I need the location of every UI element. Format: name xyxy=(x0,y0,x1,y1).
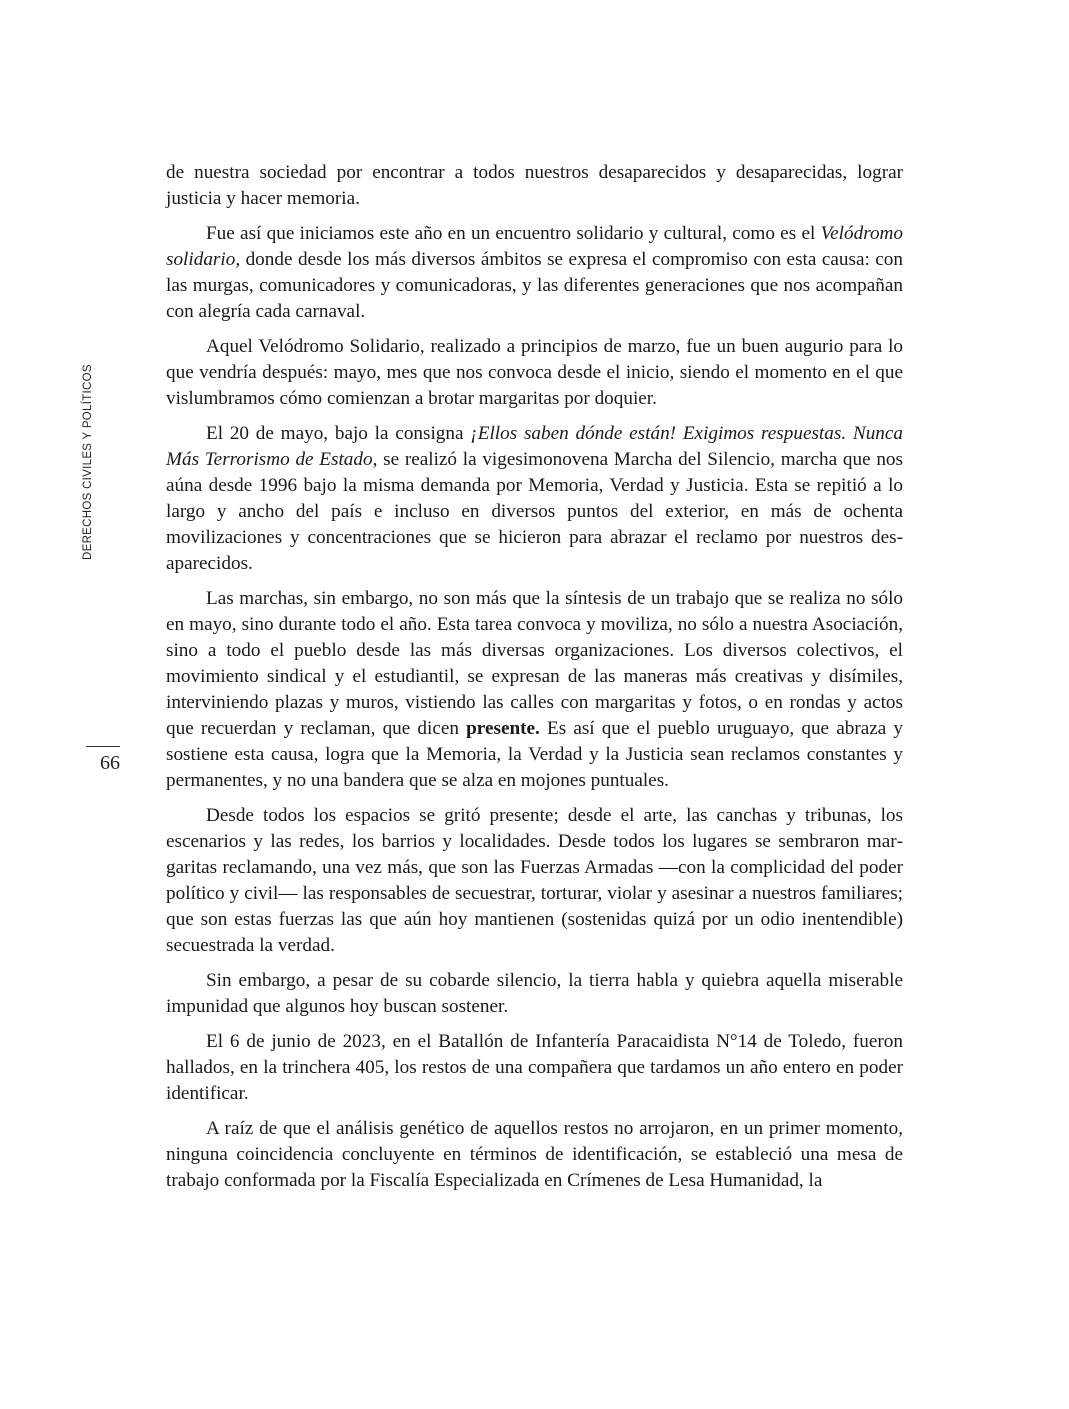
paragraph xyxy=(166,586,903,794)
running-section-title: DERECHOS CIVILES Y POLÍTICOS xyxy=(82,364,94,560)
text-run: Las marchas, sin embargo, no son más que la síntesis de un trabajo que se realiza no sólo en mayo, sino durante todo el año. Esta tarea convoca y moviliza, no sólo a nuestra Asociación, sino a todo el pueblo desde las más diversas organizaciones. Los diversos colectivos, el movimiento sindical y el estudiantil, se expresan de las maneras más creativas y disímiles, interviniendo plazas y muros, vistiendo las calles con margaritas y fotos, o en rondas y actos que recuerdan y reclaman, que dicen xyxy=(166,588,903,739)
paragraph xyxy=(166,968,903,1020)
paragraph xyxy=(166,1029,903,1107)
text-run: , se realizó la vigesimonovena Marcha del Silencio, marcha que nos aúna desde 1996 bajo la misma demanda por Memoria, Verdad y Justicia. Esta se repitió a lo largo y ancho del país e incluso en diversos puntos del exterior, en más de ochenta movilizaciones y concentraciones que se hicieron para abrazar el reclamo por nuestros desaparecidos. xyxy=(166,449,903,574)
paragraph xyxy=(166,221,903,325)
text-run: , donde desde los más diversos ámbitos se expresa el compromiso con esta causa: con las murgas, comunicadores y comunicadoras, y las diferentes generaciones que nos acompañan con alegría cada carnaval. xyxy=(166,249,903,322)
italic-text: Velódromo solidario xyxy=(166,223,903,270)
paragraph xyxy=(166,334,903,412)
paragraph xyxy=(166,421,903,577)
text-run: Fue así que iniciamos este año en un encuentro solidario y cultural, como es el xyxy=(206,223,821,244)
italic-text: ¡Ellos saben dónde están! Exigimos respuestas. Nunca Más Terrorismo de Estado xyxy=(166,423,903,470)
text-run: El 6 de junio de 2023, en el Batallón de Infantería Paracaidista N°14 de Toledo, fueron hallados, en la trinchera 405, los restos de una compañera que tardamos un año entero en poder identificar. xyxy=(166,1031,903,1104)
text-run: Sin embargo, a pesar de su cobarde silencio, la tierra habla y quiebra aquella miserable impunidad que algunos hoy buscan sostener. xyxy=(166,970,903,1017)
text-run: Desde todos los espacios se gritó presente; desde el arte, las canchas y tribunas, los escenarios y las redes, los barrios y localidades. Desde todos los lugares se sembraron margaritas reclamando, una vez más, que son las Fuerzas Armadas —con la complicidad del poder político y civil— las responsables de secuestrar, torturar, violar y asesinar a nuestros familiares; que son estas fuerzas las que aún hoy mantienen (sostenidas quizá por un odio inentendible) secuestrada la verdad. xyxy=(166,805,903,956)
bold-text: presente. xyxy=(466,718,540,739)
text-run: Es así que el pueblo uruguayo, que abraza y sostiene esta causa, logra que la Memoria, la Verdad y la Justicia sean reclamos constantes y permanentes, y no una bandera que se alza en mojones puntuales. xyxy=(166,718,903,791)
text-run: de nuestra sociedad por encontrar a todos nuestros desaparecidos y desaparecidas, lograr justicia y hacer memoria. xyxy=(166,162,903,209)
text-run: A raíz de que el análisis genético de aquellos restos no arrojaron, en un primer momento, ninguna coincidencia concluyente en términos de identificación, se estableció una mesa de trabajo conformada por la Fiscalía Especializada en Crímenes de Lesa Humanidad, la xyxy=(166,1118,903,1191)
page-number-rule xyxy=(86,746,120,747)
page-number: 66 xyxy=(100,752,120,774)
text-run: Aquel Velódromo Solidario, realizado a principios de marzo, fue un buen augurio para lo que vendría después: mayo, mes que nos convoca desde el inicio, siendo el momento en el que vislumbramos cómo comienzan a brotar margaritas por doquier. xyxy=(166,336,903,409)
paragraph xyxy=(166,160,903,212)
paragraph xyxy=(166,803,903,959)
paragraph xyxy=(166,1116,903,1194)
body-text xyxy=(166,160,903,1203)
text-run: El 20 de mayo, bajo la consigna xyxy=(206,423,471,444)
